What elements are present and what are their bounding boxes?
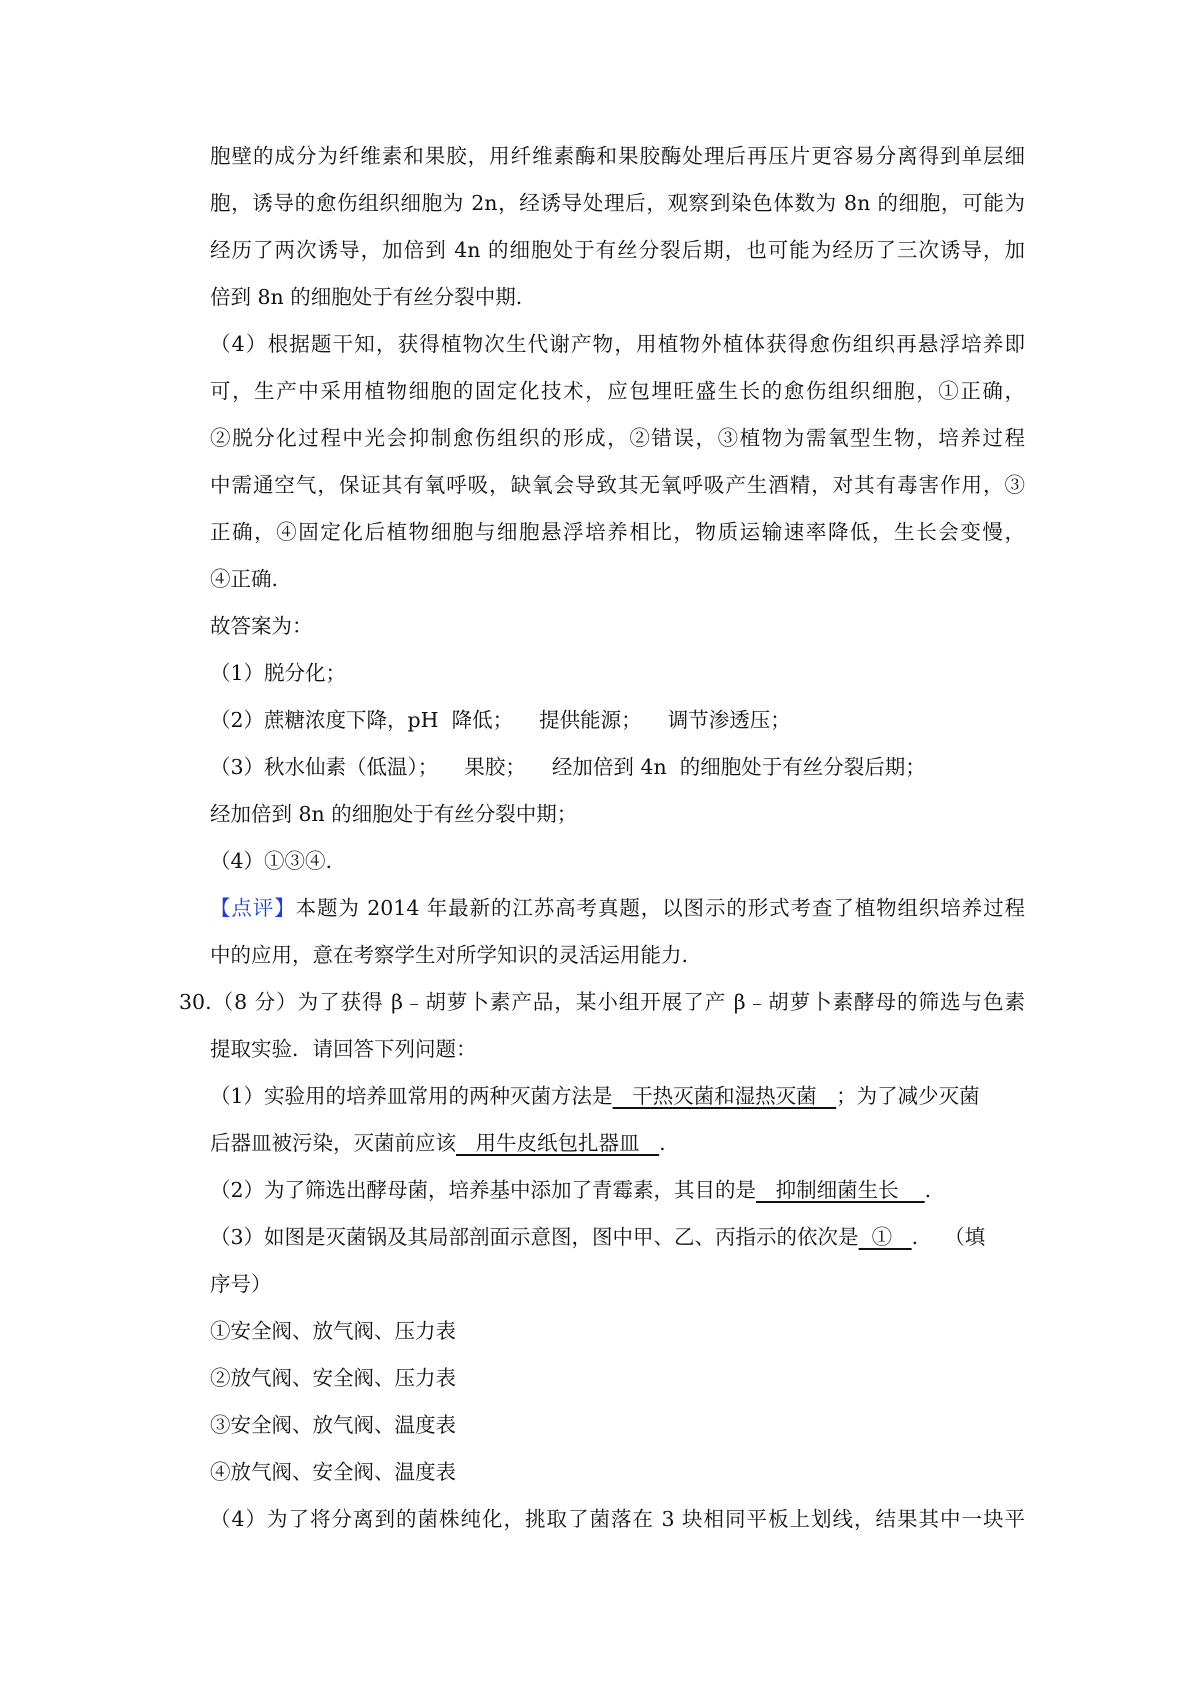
part-2-answer-blank: 抑制细菌生长 [756, 1178, 925, 1202]
analysis-line: 正确，④固定化后植物细胞与细胞悬浮培养相比，物质运输速率降低，生长会变慢， [210, 520, 1025, 544]
part-3-text-after: . （填 [911, 1225, 986, 1249]
option-2: ②放气阀、安全阀、压力表 [210, 1366, 456, 1390]
analysis-line: 中需通空气，保证其有氧呼吸，缺氧会导致其无氧呼吸产生酒精，对其有毒害作用，③ [210, 473, 1025, 497]
analysis-line: 胞壁的成分为纤维素和果胶，用纤维素酶和果胶酶处理后再压片更容易分离得到单层细 [210, 144, 1025, 168]
answer-4: （4）①③④. [210, 849, 333, 873]
analysis-line: 可，生产中采用植物细胞的固定化技术，应包埋旺盛生长的愈伤组织细胞，①正确， [210, 379, 1025, 403]
answer-1: （1）脱分化； [210, 661, 347, 685]
analysis-line: 经历了两次诱导，加倍到 4n 的细胞处于有丝分裂后期，也可能为经历了三次诱导，加 [210, 238, 1025, 262]
question-30-part-3-continued: 序号） [210, 1272, 272, 1296]
answers-intro: 故答案为： [210, 614, 313, 638]
question-30-stem: 30.（8 分）为了获得 β﹣胡萝卜素产品，某小组开展了产 β﹣胡萝卜素酵母的筛选与色素 [179, 990, 1025, 1014]
part-3-text: （3）如图是灭菌锅及其局部剖面示意图，图中甲、乙、丙指示的依次是 [210, 1225, 859, 1249]
answer-3 [0, 744, 1200, 791]
analysis-line: （4）根据题干知，获得植物次生代谢产物，用植物外植体获得愈伤组织再悬浮培养即 [210, 332, 1025, 356]
comment-text: 本题为 2014 年最新的江苏高考真题，以图示的形式考查了植物组织培养过程 [295, 896, 1025, 920]
question-30-part-3 [0, 1214, 1200, 1261]
question-30-part-2 [0, 1167, 1200, 1214]
comment-line-1 [0, 885, 1025, 932]
comment-line-2: 中的应用，意在考察学生对所学知识的灵活运用能力. [210, 943, 689, 967]
analysis-line: ②脱分化过程中光会抑制愈伤组织的形成，②错误，③植物为需氧型生物，培养过程 [210, 426, 1025, 450]
part-2-text: （2）为了筛选出酵母菌，培养基中添加了青霉素，其目的是 [210, 1178, 757, 1202]
question-30-part-1-continued [0, 1120, 1200, 1167]
part-1b-text: 后器皿被污染，灭菌前应该 [210, 1131, 456, 1155]
question-30-part-4: （4）为了将分离到的菌株纯化，挑取了菌落在 3 块相同平板上划线，结果其中一块平 [210, 1507, 1025, 1531]
comment-tag: 【点评】 [210, 896, 296, 920]
part-1b-answer-blank: 用牛皮纸包扎器皿 [456, 1131, 660, 1155]
question-30-stem-continued: 提取实验．请回答下列问题： [210, 1037, 477, 1061]
analysis-line: 倍到 8n 的细胞处于有丝分裂中期. [210, 285, 523, 309]
part-1b-text-after: . [659, 1131, 666, 1155]
answer-3-text: （3）秋水仙素（低温）； 果胶； 经加倍到 4n 的细胞处于有丝分裂后期； [210, 755, 926, 779]
question-30-part-1 [0, 1073, 1200, 1120]
part-1-text: （1）实验用的培养皿常用的两种灭菌方法是 [210, 1084, 613, 1108]
answer-3-continued: 经加倍到 8n 的细胞处于有丝分裂中期； [210, 802, 578, 826]
document-body [0, 133, 1200, 1543]
analysis-line: 胞，诱导的愈伤组织细胞为 2n，经诱导处理后，观察到染色体数为 8n 的细胞，可能为 [210, 191, 1025, 215]
part-3-answer-blank: ① [858, 1225, 912, 1249]
option-4: ④放气阀、安全阀、温度表 [210, 1460, 456, 1484]
part-1-text-after: ；为了减少灭菌 [836, 1084, 980, 1108]
part-2-text-after: . [924, 1178, 932, 1202]
answer-2 [0, 697, 1200, 744]
answer-2-text: （2）蔗糖浓度下降，pH 降低； 提供能源； 调节渗透压； [210, 708, 791, 732]
part-1-answer-blank: 干热灭菌和湿热灭菌 [612, 1084, 837, 1108]
option-1: ①安全阀、放气阀、压力表 [210, 1319, 456, 1343]
option-3: ③安全阀、放气阀、温度表 [210, 1413, 456, 1437]
analysis-line: ④正确. [210, 567, 279, 591]
